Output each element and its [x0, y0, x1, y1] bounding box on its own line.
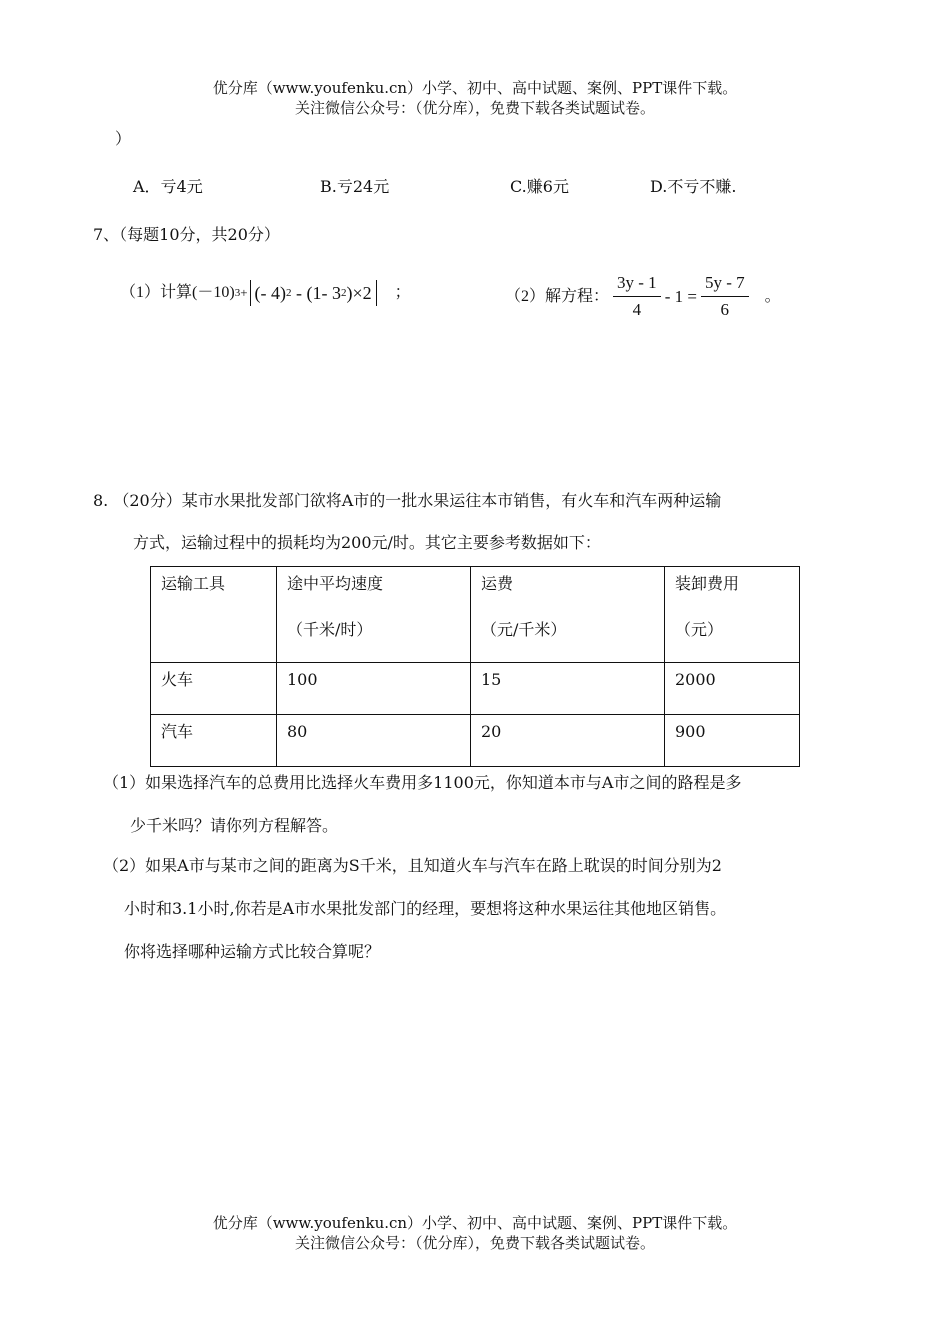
q7-part1-plus: +: [240, 285, 248, 300]
header-unit: （元/千米）: [481, 620, 567, 639]
q7-eq-mid: - 1 =: [664, 286, 697, 306]
table-row: [151, 715, 800, 767]
q7-eq-right-num: 5y - 7: [701, 272, 749, 297]
table-cell: 80: [277, 715, 471, 767]
header-main: 运输工具: [161, 574, 226, 593]
q6-option-a: A．亏4元: [133, 177, 203, 196]
footer-line-1: 优分库（www.youfenku.cn）小学、初中、高中试题、案例、PPT课件下载。: [212, 1214, 738, 1232]
table-cell: 2000: [665, 663, 800, 715]
header-unit: （千米/时）: [287, 620, 373, 639]
q7-eq-left-fraction: [613, 272, 661, 321]
q7-part1-label: （1）计算: [120, 284, 193, 301]
q6-option-b: B.亏24元: [320, 177, 390, 196]
q7-part1-sq: 2: [286, 287, 292, 299]
header-main: 运费: [481, 574, 514, 593]
q7-eq-right-den: 6: [720, 300, 730, 319]
q7-eq-left-num: 3y - 1: [613, 272, 661, 297]
table-row: [151, 663, 800, 715]
q7-eq-end: 。: [764, 287, 781, 305]
q7-part1: [120, 280, 411, 306]
q7-part1-sq2: 2: [341, 287, 347, 299]
q7-part1-bracket: [250, 280, 377, 306]
table-header-cell: [151, 567, 277, 663]
q6-option-d: D.不亏不赚.: [650, 177, 737, 196]
table-header-cell: [277, 567, 471, 663]
q8-sub1-line-1: （1）如果选择汽车的总费用比选择火车费用多1100元，你知道本市与A市之间的路程是多: [103, 773, 742, 792]
header-line-2: 关注微信公众号：（优分库），免费下载各类试题试卷。: [294, 99, 655, 117]
q8-sub1-line-2: 少千米吗？请你列方程解答。: [130, 816, 339, 835]
q8-intro-line-2: 方式，运输过程中的损耗均为200元/时。其它主要参考数据如下：: [133, 533, 601, 552]
header-line-1: 优分库（www.youfenku.cn）小学、初中、高中试题、案例、PPT课件下载。: [212, 79, 738, 97]
q7-part1-end: )×2: [346, 283, 372, 303]
q6-closing-paren: ）: [115, 129, 132, 148]
table-cell: 汽车: [151, 715, 277, 767]
table-cell: 15: [471, 663, 665, 715]
q6-option-c: C.赚6元: [510, 177, 569, 196]
footer-line-2: 关注微信公众号：（优分库），免费下载各类试题试卷。: [294, 1234, 655, 1252]
q7-title: 7、（每题10分，共20分）: [93, 225, 280, 244]
table-cell: 20: [471, 715, 665, 767]
table-header-cell: [471, 567, 665, 663]
header-unit: （元）: [675, 620, 724, 639]
q7-part1-mid: - (1- 3: [291, 283, 341, 303]
table-cell: 900: [665, 715, 800, 767]
table-header-row: [151, 567, 800, 663]
q7-part1-base: (－10): [192, 284, 235, 301]
q7-part1-exp: 3: [234, 287, 241, 299]
q7-part1-term1: (- 4): [254, 283, 287, 303]
q7-eq-right-fraction: [701, 272, 749, 321]
q8-sub2-line-3: 你将选择哪种运输方式比较合算呢？: [124, 942, 381, 961]
header-main: 装卸费用: [675, 574, 740, 593]
table-cell: 火车: [151, 663, 277, 715]
table-header-cell: [665, 567, 800, 663]
q8-intro-line-1: 8. （20分）某市水果批发部门欲将A市的一批水果运往本市销售，有火车和汽车两种运输: [93, 491, 722, 510]
table-cell: 100: [277, 663, 471, 715]
transport-data-table: [150, 566, 800, 767]
q8-sub2-line-1: （2）如果A市与某市之间的距离为S千米，且知道火车与汽车在路上耽误的时间分别为2: [103, 856, 722, 875]
q7-eq-left-den: 4: [632, 300, 642, 319]
q7-part2-label: （2）解方程：: [505, 287, 610, 305]
q7-separator: ；: [394, 284, 411, 301]
header-main: 途中平均速度: [287, 574, 384, 593]
q8-sub2-line-2: 小时和3.1小时,你若是A市水果批发部门的经理，要想将这种水果运往其他地区销售。: [124, 899, 727, 918]
q7-part2: [505, 272, 781, 321]
